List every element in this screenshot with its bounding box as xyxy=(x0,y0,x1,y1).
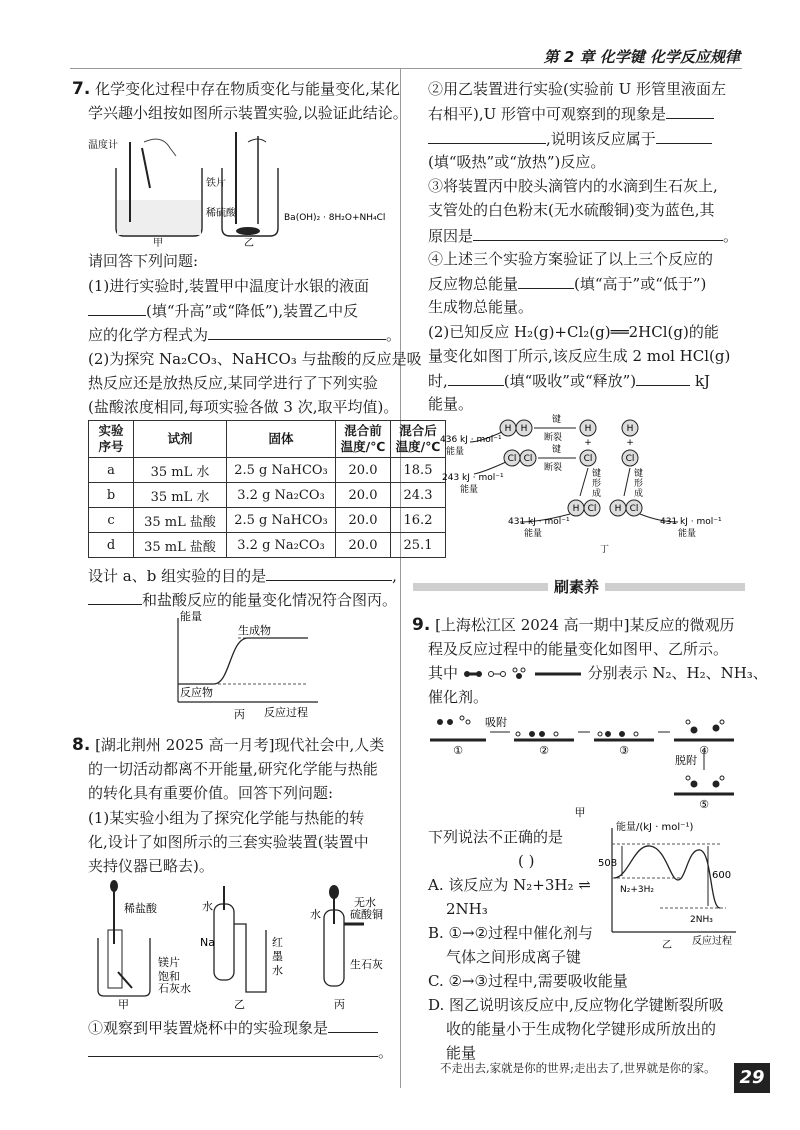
label-hcl: 稀盐酸 xyxy=(124,902,157,915)
label-mg: 镁片 xyxy=(158,956,180,969)
cell: 35 mL 盐酸 xyxy=(134,508,227,533)
yi-prod: 2NH₃ xyxy=(690,915,713,925)
q7-p1a: (1)进行实验时,装置甲中温度计水银的液面 xyxy=(88,277,370,295)
label-8-jia: 甲 xyxy=(118,998,129,1011)
plus-sign: + xyxy=(626,438,634,448)
r-line2-wrap xyxy=(428,102,714,125)
label-water2: 水 xyxy=(310,908,321,921)
section-title: 刷素养 xyxy=(548,576,605,597)
option-a-line1[interactable]: A. 该反应为 N₂+3H₂ ⇌ xyxy=(428,876,591,894)
option-d-line2: 收的能量小于生成物化学键形成所放出的 xyxy=(446,1020,717,1038)
n-atom xyxy=(448,720,453,725)
q7-p1c: 应的化学方程式为 xyxy=(88,326,209,344)
h-label: H xyxy=(572,504,580,514)
yi-xlabel: 反应过程 xyxy=(692,936,732,947)
r-line9-wrap xyxy=(428,272,706,295)
form-label2: 形 xyxy=(634,479,644,489)
beaker-8-jia xyxy=(98,938,150,996)
q8-line1 xyxy=(72,734,384,756)
dropper-bulb xyxy=(110,880,118,892)
break-label2: 断裂 xyxy=(544,463,563,473)
q8-q1: ①观察到甲装置烧杯中的实验现象是 xyxy=(88,1019,329,1037)
plus-sign: + xyxy=(584,438,592,448)
yi-508: 508 xyxy=(598,858,618,869)
ding-name: 丁 xyxy=(600,545,610,555)
cl-label: Cl xyxy=(587,504,597,514)
jia-q9-label: 甲 xyxy=(574,806,586,819)
q8-line3: 的转化具有重要价值。回答下列问题: xyxy=(88,784,334,802)
q9-line4: 催化剂。 xyxy=(428,688,489,706)
arrow-form-1 xyxy=(580,468,588,496)
cell: 25.1 xyxy=(391,533,446,558)
r-line11: (2)已知反应 H₂(g)+Cl₂(g)══2HCl(g)的能 xyxy=(428,323,719,341)
h-label: H xyxy=(584,424,592,434)
option-d-line3: 能量 xyxy=(446,1044,477,1062)
th-solid: 固体 xyxy=(227,421,336,458)
option-b-line1[interactable]: B. ①→②过程中催化剂与 xyxy=(428,924,594,942)
yi-600: 600 xyxy=(712,870,732,881)
q8-line2: 的一切活动都离不开能量,研究化学能与热能 xyxy=(88,760,378,778)
energy-label: 能量 xyxy=(446,447,465,457)
form-label3: 成 xyxy=(634,489,644,499)
cell: 24.3 xyxy=(391,483,446,508)
h-atom xyxy=(634,732,638,736)
r-line7: 原因是 xyxy=(428,227,474,245)
form-label2: 形 xyxy=(592,479,602,489)
cl-label: Cl xyxy=(629,504,639,514)
r-line6: 支管处的白色粉末(无水硫酸铜)变为蓝色,其 xyxy=(428,201,715,219)
q9-text1: [上海松江区 2024 高一期中]某反应的微观历 xyxy=(435,616,735,634)
r-line13: 时, xyxy=(428,372,448,390)
bing-product-label: 生成物 xyxy=(238,624,271,637)
label-cuso4: 无水 xyxy=(354,896,376,909)
th-before: 混合前温度/℃ xyxy=(336,421,391,458)
label-ink2: 墨 xyxy=(272,950,283,963)
q8-q1-line xyxy=(88,1016,378,1039)
th-after: 混合后温度/℃ xyxy=(391,421,446,458)
q8-q1-line2: 。 xyxy=(88,1040,393,1063)
mg-strip xyxy=(118,972,132,988)
cell: c xyxy=(89,508,134,533)
yi-name: 乙 xyxy=(662,940,672,951)
cell: 35 mL 水 xyxy=(134,483,227,508)
blank-8-1[interactable] xyxy=(328,1016,378,1033)
step5-label: ⑤ xyxy=(699,798,709,811)
n-atom xyxy=(540,732,545,737)
n-atom xyxy=(606,732,611,737)
arrow-form-2 xyxy=(624,468,630,496)
yi-ylabel: 能量/(kJ · mol⁻¹) xyxy=(616,822,694,833)
table-row xyxy=(89,483,446,508)
h-atom xyxy=(686,776,690,780)
chapter-header: 第 2 章 化学键 化学反应规律 xyxy=(543,48,740,66)
h-atom xyxy=(720,720,724,724)
blank-r-1[interactable] xyxy=(666,102,714,119)
r-line5: ③将装置丙中胶头滴管内的水滴到生石灰上, xyxy=(428,177,718,195)
label-8-yi: 乙 xyxy=(234,998,245,1011)
q7-p3b-line xyxy=(88,588,397,611)
th-reagent: 试剂 xyxy=(134,421,227,458)
label-reagent: Ba(OH)₂ · 8H₂O+NH₄Cl xyxy=(284,213,386,223)
blank-7-3[interactable] xyxy=(266,564,392,581)
q8-line6: 夹持仪器已略去)。 xyxy=(88,857,214,875)
energy-label: 能量 xyxy=(678,529,697,539)
r-line10: 生成物总能量。 xyxy=(428,298,534,316)
e243-label: 243 kJ · mol⁻¹ xyxy=(442,473,504,483)
r-line7-wrap: 原因是 。 xyxy=(428,224,738,247)
energy-label: 能量 xyxy=(524,529,543,539)
q7-p3a: 设计 a、b 组实验的目的是 xyxy=(88,567,267,585)
test-tube-yi xyxy=(214,904,234,980)
q8-line5: 化,设计了如图所示的三套实验装置(装置中 xyxy=(88,833,369,851)
cl-label: Cl xyxy=(625,454,635,464)
label-yi: 乙 xyxy=(244,238,254,249)
cell: 20.0 xyxy=(336,508,391,533)
bing-name: 丙 xyxy=(234,708,245,721)
blank-r-4[interactable] xyxy=(473,224,723,241)
q7-p1b-line xyxy=(88,299,358,322)
hand-sketch xyxy=(144,139,176,156)
ads-label: 吸附 xyxy=(485,716,507,729)
option-a-line2: 2NH₃ xyxy=(446,900,488,918)
reagent-pile xyxy=(236,227,260,235)
cell: b xyxy=(89,483,134,508)
break-label2: 断裂 xyxy=(544,433,563,443)
bing-curve xyxy=(178,638,308,684)
q8-apparatus-figure xyxy=(88,880,398,1010)
n-atom xyxy=(438,720,443,725)
r-line9b: (填“高于”或“低于”) xyxy=(574,275,707,293)
h-label: H xyxy=(520,424,528,434)
r-line13c: kJ xyxy=(694,372,711,390)
cell: 20.0 xyxy=(336,533,391,558)
h-atom xyxy=(460,716,464,720)
dropper-bing-bulb xyxy=(329,885,339,899)
beaker-yi xyxy=(222,168,278,236)
h-label: H xyxy=(614,504,622,514)
q9-line1 xyxy=(412,614,735,636)
option-d-line1[interactable]: D. 图乙说明该反应中,反应物化学键断裂所吸 xyxy=(428,996,724,1014)
blank-7-1[interactable] xyxy=(88,299,146,316)
blank-r-5[interactable] xyxy=(518,272,574,289)
blank-7-4[interactable] xyxy=(88,588,142,605)
u-tube xyxy=(234,924,266,992)
h-atom xyxy=(720,776,724,780)
step4-label: ④ xyxy=(699,744,709,757)
label-cuso4b: 硫酸铜 xyxy=(350,908,383,921)
experiment-table xyxy=(88,420,446,558)
option-c[interactable]: C. ②→③过程中,需要吸收能量 xyxy=(428,972,628,990)
des-label: 脱附 xyxy=(675,754,697,767)
energy-label: 能量 xyxy=(460,485,479,495)
label-cao: 生石灰 xyxy=(350,958,383,971)
q7-apparatus-figure xyxy=(86,128,406,249)
r-line13-wrap xyxy=(428,369,710,392)
h-atom xyxy=(466,720,470,724)
th-seq: 实验序号 xyxy=(89,421,134,458)
step3-label: ③ xyxy=(619,744,629,757)
label-ink3: 水 xyxy=(272,964,283,977)
table-row xyxy=(89,458,446,483)
r-line3-wrap xyxy=(428,127,712,150)
blank-r-3[interactable] xyxy=(656,127,712,144)
break-label: 键 xyxy=(552,415,562,425)
cell: 35 mL 水 xyxy=(134,458,227,483)
q7-text1: 化学变化过程中存在物质变化与能量变化,某化 xyxy=(95,80,400,98)
cell: 20.0 xyxy=(336,483,391,508)
cell: 20.0 xyxy=(336,458,391,483)
label-thermometer: 温度计 xyxy=(88,140,118,151)
blank-r-6[interactable] xyxy=(448,369,504,386)
table-row xyxy=(89,508,446,533)
cl-label: Cl xyxy=(507,454,517,464)
q7-p2a: (2)为探究 Na₂CO₃、NaHCO₃ 与盐酸的反应是吸 xyxy=(88,350,422,368)
label-water: 水 xyxy=(202,900,213,913)
r-line14: 能量。 xyxy=(428,395,474,413)
cell: 2.5 g NaHCO₃ xyxy=(227,508,336,533)
header-rule xyxy=(70,68,742,69)
q8-text1: [湖北荆州 2025 高一月考]现代社会中,人类 xyxy=(95,736,385,754)
stir-arrow xyxy=(248,139,266,142)
footer-motto: 不走出去,家就是你的世界;走出去了,世界就是你的家。 xyxy=(440,1061,716,1075)
n-atom xyxy=(530,732,535,737)
r-line4: (填“吸热”或“放热”)反应。 xyxy=(428,153,606,171)
q7-line1 xyxy=(72,78,400,100)
blank-8-2[interactable] xyxy=(88,1040,378,1057)
h-atom xyxy=(554,732,558,736)
label-jia: 甲 xyxy=(153,238,163,249)
r-line2: 右相平),U 形管中可观察到的现象是 xyxy=(428,105,667,123)
legend-symbols xyxy=(463,667,583,681)
q9-l3a: 其中 xyxy=(428,664,459,682)
q9-line3 xyxy=(428,662,768,684)
cell: 35 mL 盐酸 xyxy=(134,533,227,558)
cell: 16.2 xyxy=(391,508,446,533)
cell: 18.5 xyxy=(391,458,446,483)
h-atom xyxy=(686,720,690,724)
step2-label: ② xyxy=(539,744,549,757)
r-line8: ④上述三个实验方案验证了以上三个反应的 xyxy=(428,250,714,268)
q7-prompt: 请回答下列问题: xyxy=(88,252,199,270)
form-label3: 成 xyxy=(592,489,602,499)
q7-p3b: 和盐酸反应的能量变化情况符合图丙。 xyxy=(142,591,398,609)
blank-r-7[interactable] xyxy=(636,369,690,386)
label-8-bing: 丙 xyxy=(334,998,345,1011)
label-ink: 红 xyxy=(272,936,283,949)
n-atom xyxy=(713,725,719,731)
break-label: 键 xyxy=(552,445,562,455)
q9-line2: 程及反应过程中的能量变化如图甲、乙所示。 xyxy=(428,640,729,658)
step1-label: ① xyxy=(453,744,463,757)
r-line3: ,说明该反应属于 xyxy=(546,130,656,148)
r-line12: 量变化如图丁所示,该反应生成 2 mol HCl(g) xyxy=(428,347,731,365)
form-label: 键 xyxy=(634,469,644,479)
q7-p3a-line: 设计 a、b 组实验的目的是 , xyxy=(88,564,397,587)
label-lime2: 石灰水 xyxy=(158,982,191,995)
cell: 3.2 g Na₂CO₃ xyxy=(227,483,336,508)
table-row xyxy=(89,533,446,558)
chart-yi-q9 xyxy=(600,820,750,950)
diagram-ding xyxy=(440,412,730,562)
n-atom xyxy=(620,732,625,737)
r-line9: 反应物总能量 xyxy=(428,275,519,293)
cell: 2.5 g NaHCO₃ xyxy=(227,458,336,483)
chart-bing xyxy=(168,612,328,720)
cell: 3.2 g Na₂CO₃ xyxy=(227,533,336,558)
q7-p1b: (填“升高”或“降低”),装置乙中反 xyxy=(146,302,359,320)
q7-p2b: 热反应还是放热反应,某同学进行了下列实验 xyxy=(88,374,378,392)
e431a-label: 431 kJ · mol⁻¹ xyxy=(508,517,570,527)
label-acid: 稀硫酸 xyxy=(206,208,236,219)
form-label: 键 xyxy=(592,469,602,479)
n-atom xyxy=(691,781,697,787)
r-line13b: (填“吸收”或“释放”) xyxy=(503,372,637,390)
q9-ask: 下列说法不正确的是 xyxy=(428,828,564,846)
cl-label: Cl xyxy=(523,454,533,464)
bing-ylabel: 能量 xyxy=(180,610,202,623)
h-label: H xyxy=(504,424,512,434)
cell: a xyxy=(89,458,134,483)
h-atom xyxy=(598,732,602,736)
blank-7-2[interactable] xyxy=(208,323,386,340)
iron-strip xyxy=(142,148,150,188)
bing-xlabel: 反应过程 xyxy=(264,706,308,719)
h-label: H xyxy=(626,424,634,434)
q7-p1c-line: 应的化学方程式为 。 xyxy=(88,323,401,346)
n-atom xyxy=(713,781,719,787)
q9-paren[interactable]: ( ) xyxy=(518,852,535,870)
e436-label: 436 kJ · mol⁻¹ xyxy=(440,435,502,445)
label-iron: 铁片 xyxy=(206,178,226,189)
yi-curve xyxy=(614,846,720,908)
q9-l3b: 分别表示 N₂、H₂、NH₃、 xyxy=(587,664,768,682)
q9-number: 9. xyxy=(412,615,431,635)
n-atom xyxy=(691,727,697,733)
page-number: 29 xyxy=(734,1063,770,1093)
q7-number: 7. xyxy=(72,79,91,99)
bing-reactant-label: 反应物 xyxy=(180,686,213,699)
q8-number: 8. xyxy=(72,735,91,755)
cl-label: Cl xyxy=(583,454,593,464)
h-atom xyxy=(516,732,520,736)
label-lime: 饱和 xyxy=(158,970,180,983)
r-line1: ②用乙装置进行实验(实验前 U 形管里液面左 xyxy=(428,80,727,98)
yi-react: N₂+3H₂ xyxy=(620,885,654,895)
q7-line2: 学兴趣小组按如图所示装置实验,以验证此结论。 xyxy=(88,104,408,122)
e431b-label: 431 kJ · mol⁻¹ xyxy=(660,517,722,527)
q8-line4: (1)某实验小组为了探究化学能与热能的转 xyxy=(88,809,365,827)
option-b-line2: 气体之间形成离子键 xyxy=(446,948,582,966)
blank-r-2[interactable] xyxy=(428,127,546,144)
q7-p2c: (盐酸浓度相同,每项实验各做 3 次,取平均值)。 xyxy=(88,398,399,416)
diagram-jia-q9 xyxy=(428,708,738,820)
table-header-row xyxy=(89,421,446,458)
label-na: Na xyxy=(200,936,215,949)
cell: d xyxy=(89,533,134,558)
